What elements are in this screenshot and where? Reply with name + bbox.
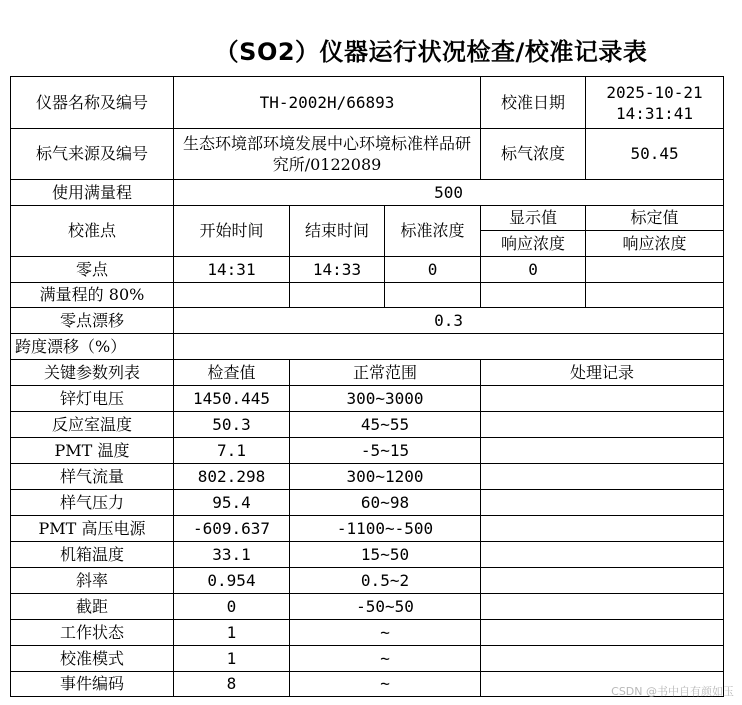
param-check-value: 0: [174, 594, 290, 620]
zero-point-row: [11, 257, 724, 283]
param-handling-record: [481, 412, 724, 438]
param-name: 样气流量: [11, 464, 174, 490]
param-normal-range: ~: [290, 646, 481, 672]
param-normal-range: 15~50: [290, 542, 481, 568]
col-start-time: 开始时间: [174, 206, 290, 257]
span-point-row: [11, 283, 724, 308]
span-drift-value: [174, 334, 724, 360]
param-normal-range: ~: [290, 620, 481, 646]
param-handling-record: [481, 646, 724, 672]
param-normal-range: -50~50: [290, 594, 481, 620]
param-handling-record: [481, 438, 724, 464]
param-row: [11, 646, 724, 672]
param-check-value: 33.1: [174, 542, 290, 568]
col-standard-conc: 标准浓度: [385, 206, 481, 257]
param-handling-record: [481, 386, 724, 412]
param-row: [11, 438, 724, 464]
param-check-value: 7.1: [174, 438, 290, 464]
instrument-value: TH-2002H/66893: [174, 77, 481, 129]
param-row: [11, 464, 724, 490]
calib-date-label: 校准日期: [481, 77, 586, 129]
param-normal-range: 300~1200: [290, 464, 481, 490]
param-name: PMT 温度: [11, 438, 174, 464]
param-check-value: 1: [174, 646, 290, 672]
col-normal-range: 正常范围: [290, 360, 481, 386]
page-title: （SO2）仪器运行状况检查/校准记录表: [214, 38, 648, 66]
gas-conc-label: 标气浓度: [481, 129, 586, 180]
param-normal-range: ~: [290, 672, 481, 697]
zero-end-time: 14:33: [290, 257, 385, 283]
param-name: 校准模式: [11, 646, 174, 672]
calib-date-value: 2025-10-21: [606, 82, 703, 102]
param-handling-record: [481, 568, 724, 594]
gas-source-value: 生态环境部环境发展中心环境标准样品研究所/0122089: [174, 129, 481, 180]
param-normal-range: 0.5~2: [290, 568, 481, 594]
param-check-value: 95.4: [174, 490, 290, 516]
param-check-value: 50.3: [174, 412, 290, 438]
param-row: [11, 490, 724, 516]
col-param-name: 关键参数列表: [11, 360, 174, 386]
span-point-label: 满量程的 80%: [11, 283, 174, 308]
span-drift-label: 跨度漂移（%）: [11, 334, 174, 360]
param-check-value: 802.298: [174, 464, 290, 490]
param-row: [11, 620, 724, 646]
param-row: [11, 568, 724, 594]
zero-start-time: 14:31: [174, 257, 290, 283]
param-row: [11, 594, 724, 620]
param-name: 锌灯电压: [11, 386, 174, 412]
zero-drift-value: 0.3: [174, 308, 724, 334]
param-check-value: 1450.445: [174, 386, 290, 412]
param-name: 样气压力: [11, 490, 174, 516]
gas-source-label: 标气来源及编号: [11, 129, 174, 180]
param-name: 事件编码: [11, 672, 174, 697]
param-row: [11, 516, 724, 542]
col-calibrated-value: 标定值: [586, 206, 724, 231]
param-normal-range: -1100~-500: [290, 516, 481, 542]
calib-time-value: 14:31:41: [616, 103, 694, 123]
params-header-row: [11, 360, 724, 386]
calibration-record-table: [10, 76, 724, 697]
param-name: 工作状态: [11, 620, 174, 646]
param-handling-record: [481, 464, 724, 490]
param-normal-range: 45~55: [290, 412, 481, 438]
param-handling-record: [481, 516, 724, 542]
watermark: CSDN @书中自有颜如玉: [611, 685, 734, 698]
param-row: [11, 542, 724, 568]
col-check-value: 检查值: [174, 360, 290, 386]
param-normal-range: 60~98: [290, 490, 481, 516]
gas-source-row: [11, 129, 724, 180]
zero-calibrated-response: [586, 257, 724, 283]
param-normal-range: -5~15: [290, 438, 481, 464]
calibration-header-row-1: [11, 206, 724, 231]
param-check-value: -609.637: [174, 516, 290, 542]
col-display-response: 响应浓度: [481, 231, 586, 257]
zero-point-label: 零点: [11, 257, 174, 283]
col-calibrated-response: 响应浓度: [586, 231, 724, 257]
param-check-value: 0.954: [174, 568, 290, 594]
param-check-value: 8: [174, 672, 290, 697]
span-drift-row: [11, 334, 724, 360]
param-name: 截距: [11, 594, 174, 620]
zero-drift-row: [11, 308, 724, 334]
full-range-label: 使用满量程: [11, 180, 174, 206]
calib-datetime: [586, 77, 724, 129]
param-name: 反应室温度: [11, 412, 174, 438]
instrument-label: 仪器名称及编号: [11, 77, 174, 129]
param-normal-range: 300~3000: [290, 386, 481, 412]
col-display-value: 显示值: [481, 206, 586, 231]
param-name: 机箱温度: [11, 542, 174, 568]
param-name: 斜率: [11, 568, 174, 594]
param-handling-record: [481, 620, 724, 646]
col-handling-record: 处理记录: [481, 360, 724, 386]
col-calibration-point: 校准点: [11, 206, 174, 257]
param-row: [11, 386, 724, 412]
full-range-value: 500: [174, 180, 724, 206]
param-name: PMT 高压电源: [11, 516, 174, 542]
zero-display-response: 0: [481, 257, 586, 283]
col-end-time: 结束时间: [290, 206, 385, 257]
full-range-row: [11, 180, 724, 206]
param-row: [11, 412, 724, 438]
param-handling-record: [481, 542, 724, 568]
zero-standard-conc: 0: [385, 257, 481, 283]
instrument-row: [11, 77, 724, 129]
zero-drift-label: 零点漂移: [11, 308, 174, 334]
gas-conc-value: 50.45: [586, 129, 724, 180]
param-handling-record: [481, 594, 724, 620]
param-handling-record: [481, 490, 724, 516]
param-check-value: 1: [174, 620, 290, 646]
